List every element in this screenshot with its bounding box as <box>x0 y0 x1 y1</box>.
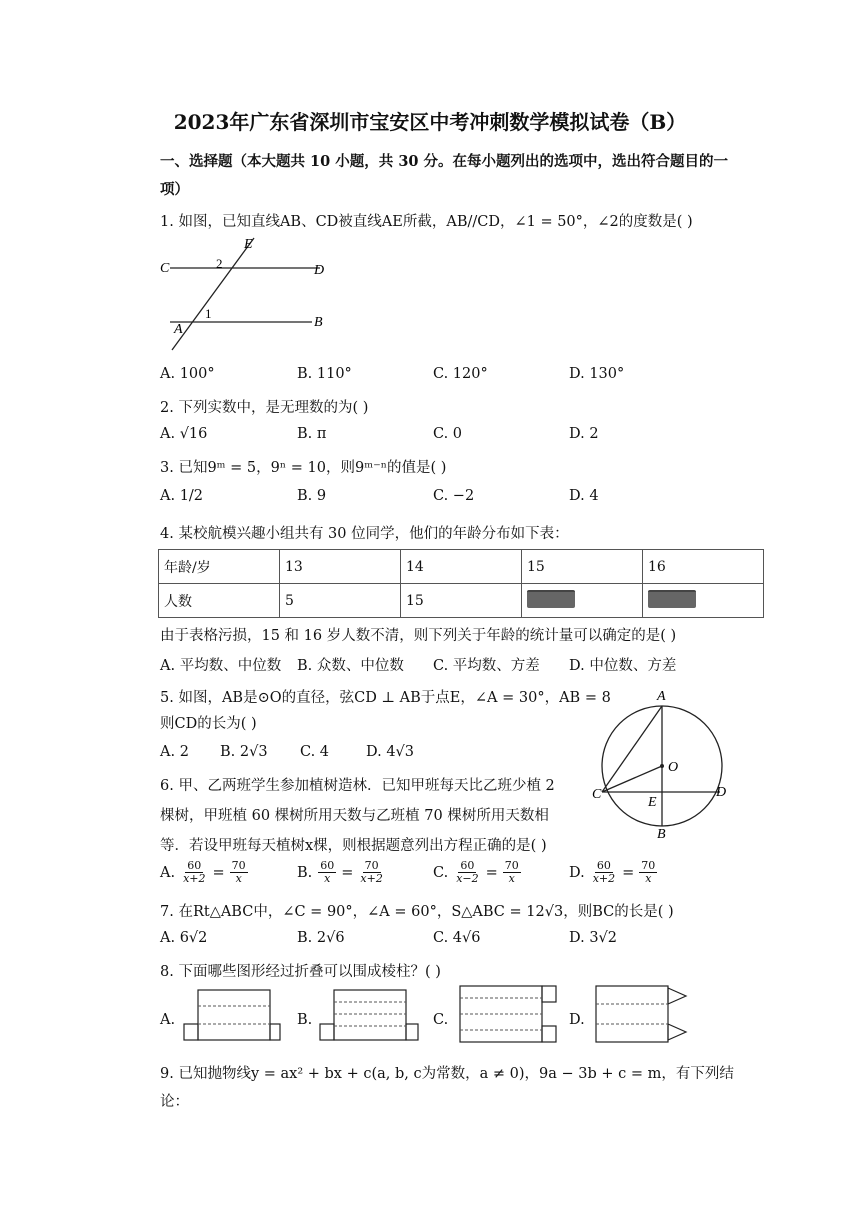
q5-option-c: C. 4 <box>300 744 330 760</box>
numerator: 70 <box>641 859 656 872</box>
denominator: x−2 <box>456 872 479 885</box>
q8-net-d <box>592 984 692 1046</box>
fraction <box>230 860 248 885</box>
question-9-line2: 论： <box>160 1094 189 1110</box>
age-table <box>158 549 764 618</box>
q7-option-d: D. 3√2 <box>569 930 618 946</box>
fraction <box>503 860 521 885</box>
q5-option-d: D. 4√3 <box>366 744 415 760</box>
label-c: C <box>160 261 170 276</box>
question-6-line1: 6. 甲、乙两班学生参加植树造林．已知甲班每天比乙班少植 2 <box>160 778 555 794</box>
label-b: B <box>657 827 666 842</box>
table-cell: 14 <box>401 550 522 584</box>
q7-option-b: B. 2√6 <box>297 930 345 946</box>
fraction <box>639 860 657 885</box>
question-9-line1: 9. 已知抛物线y = ax² + bx + c(a, b, c为常数，a ≠ 0)，9a − 3b + c = m，有下列结 <box>160 1066 734 1082</box>
label-d: D <box>314 263 325 278</box>
table-cell: 5 <box>280 584 401 618</box>
question-1-stem: 1. 如图，已知直线AB、CD被直线AE所截，AB//CD，∠1 = 50°，∠2的度数是( ) <box>160 214 693 230</box>
question-5-figure <box>588 686 738 842</box>
page-title: 2023年广东省深圳市宝安区中考冲刺数学模拟试卷（B） <box>173 110 687 134</box>
fraction <box>318 860 336 885</box>
q6-option-d <box>569 860 657 885</box>
denominator: x <box>645 872 652 885</box>
fraction <box>454 860 480 885</box>
numerator: 70 <box>231 859 246 872</box>
numerator: 70 <box>504 859 519 872</box>
smudge-mark <box>648 590 696 608</box>
q1-option-d: D. 130° <box>569 366 625 382</box>
denominator: x <box>235 872 242 885</box>
q6-option-c <box>433 860 521 885</box>
q8-net-a <box>182 988 282 1044</box>
q4-option-c: C. 平均数、方差 <box>433 658 540 674</box>
q1-option-c: C. 120° <box>433 366 488 382</box>
question-1-figure <box>150 232 350 360</box>
table-cell: 年龄/岁 <box>159 550 280 584</box>
q2-option-a: A. √16 <box>160 426 208 442</box>
section-heading: 一、选择题（本大题共 10 小题，共 30 分。在每小题列出的选项中，选出符合题目的一 <box>160 153 729 170</box>
fraction <box>591 860 617 885</box>
question-4-stem: 4. 某校航模兴趣小组共有 30 位同学，他们的年龄分布如下表： <box>160 526 569 542</box>
table-cell: 人数 <box>159 584 280 618</box>
section-heading-cont: 项） <box>160 181 189 198</box>
label-1: 1 <box>205 306 212 321</box>
question-3-stem: 3. 已知9ᵐ = 5，9ⁿ = 10，则9ᵐ⁻ⁿ的值是( ) <box>160 460 447 476</box>
label-o: O <box>668 760 679 775</box>
q6-option-a <box>160 860 248 885</box>
denominator: x <box>324 872 331 885</box>
question-5-stem-cont: 则CD的长为( ) <box>160 716 257 732</box>
q5-option-a: A. 2 <box>160 744 189 760</box>
q8-option-c: C. <box>433 1012 449 1028</box>
q4-option-a: A. 平均数、中位数 <box>160 658 282 674</box>
numerator: 60 <box>320 859 335 872</box>
table-row <box>159 584 764 618</box>
equals-sign: = <box>341 864 354 881</box>
question-6-line3: 等．若设甲班每天植树x棵，则根据题意列出方程正确的是( ) <box>160 838 547 854</box>
label-2: 2 <box>216 256 223 271</box>
q1-option-a: A. 100° <box>160 366 215 382</box>
q8-net-c <box>456 984 562 1046</box>
table-cell: 15 <box>401 584 522 618</box>
numerator: 60 <box>596 859 611 872</box>
numerator: 60 <box>460 859 475 872</box>
q7-option-c: C. 4√6 <box>433 930 481 946</box>
q2-option-b: B. π <box>297 426 327 442</box>
q1-option-b: B. 110° <box>297 366 352 382</box>
question-8-stem: 8. 下面哪些图形经过折叠可以围成棱柱？( ) <box>160 964 441 980</box>
numerator: 60 <box>187 859 202 872</box>
q8-net-b <box>318 988 422 1044</box>
label-c: C <box>592 787 602 802</box>
question-7-stem: 7. 在Rt△ABC中，∠C = 90°，∠A = 60°，S△ABC = 12√3，则BC的长是( ) <box>160 904 674 920</box>
q5-option-b: B. 2√3 <box>220 744 268 760</box>
label-d: D <box>716 785 727 800</box>
label-b: B <box>314 315 323 330</box>
denominator: x+2 <box>183 872 206 885</box>
table-row <box>159 550 764 584</box>
smudged-cell <box>522 584 643 618</box>
denominator: x <box>508 872 515 885</box>
q8-option-d: D. <box>569 1012 585 1028</box>
q3-option-d: D. 4 <box>569 488 599 504</box>
q7-option-a: A. 6√2 <box>160 930 208 946</box>
q8-option-a: A. <box>160 1012 176 1028</box>
numerator: 70 <box>364 859 379 872</box>
question-5-stem: 5. 如图，AB是⊙O的直径，弦CD ⊥ AB于点E，∠A = 30°，AB = 8 <box>160 690 611 706</box>
q3-option-c: C. −2 <box>433 488 475 504</box>
question-2-stem: 2. 下列实数中，是无理数的为( ) <box>160 400 369 416</box>
option-label: C. <box>433 864 449 881</box>
equals-sign: = <box>212 864 225 881</box>
q2-option-d: D. 2 <box>569 426 599 442</box>
q4-option-d: D. 中位数、方差 <box>569 658 677 674</box>
label-a: A <box>174 322 183 337</box>
fraction <box>358 860 384 885</box>
option-label: B. <box>297 864 313 881</box>
equals-sign: = <box>622 864 635 881</box>
denominator: x+2 <box>360 872 383 885</box>
q6-option-b <box>297 860 385 885</box>
smudge-mark <box>527 590 575 608</box>
denominator: x+2 <box>592 872 616 885</box>
q4-option-b: B. 众数、中位数 <box>297 658 404 674</box>
q3-option-b: B. 9 <box>297 488 327 504</box>
table-cell: 16 <box>643 550 764 584</box>
label-e: E <box>244 237 253 252</box>
question-4-after: 由于表格污损，15 和 16 岁人数不清，则下列关于年龄的统计量可以确定的是( ) <box>160 628 677 644</box>
question-6-line2: 棵树，甲班植 60 棵树所用天数与乙班植 70 棵树所用天数相 <box>160 808 549 824</box>
q2-option-c: C. 0 <box>433 426 463 442</box>
label-e: E <box>648 795 657 810</box>
q3-option-a: A. 1/2 <box>160 488 204 504</box>
option-label: A. <box>160 864 176 881</box>
q8-option-b: B. <box>297 1012 313 1028</box>
option-label: D. <box>569 864 585 881</box>
smudged-cell <box>643 584 764 618</box>
table-cell: 15 <box>522 550 643 584</box>
label-a: A <box>657 689 666 704</box>
table-cell: 13 <box>280 550 401 584</box>
fraction <box>181 860 207 885</box>
equals-sign: = <box>485 864 498 881</box>
